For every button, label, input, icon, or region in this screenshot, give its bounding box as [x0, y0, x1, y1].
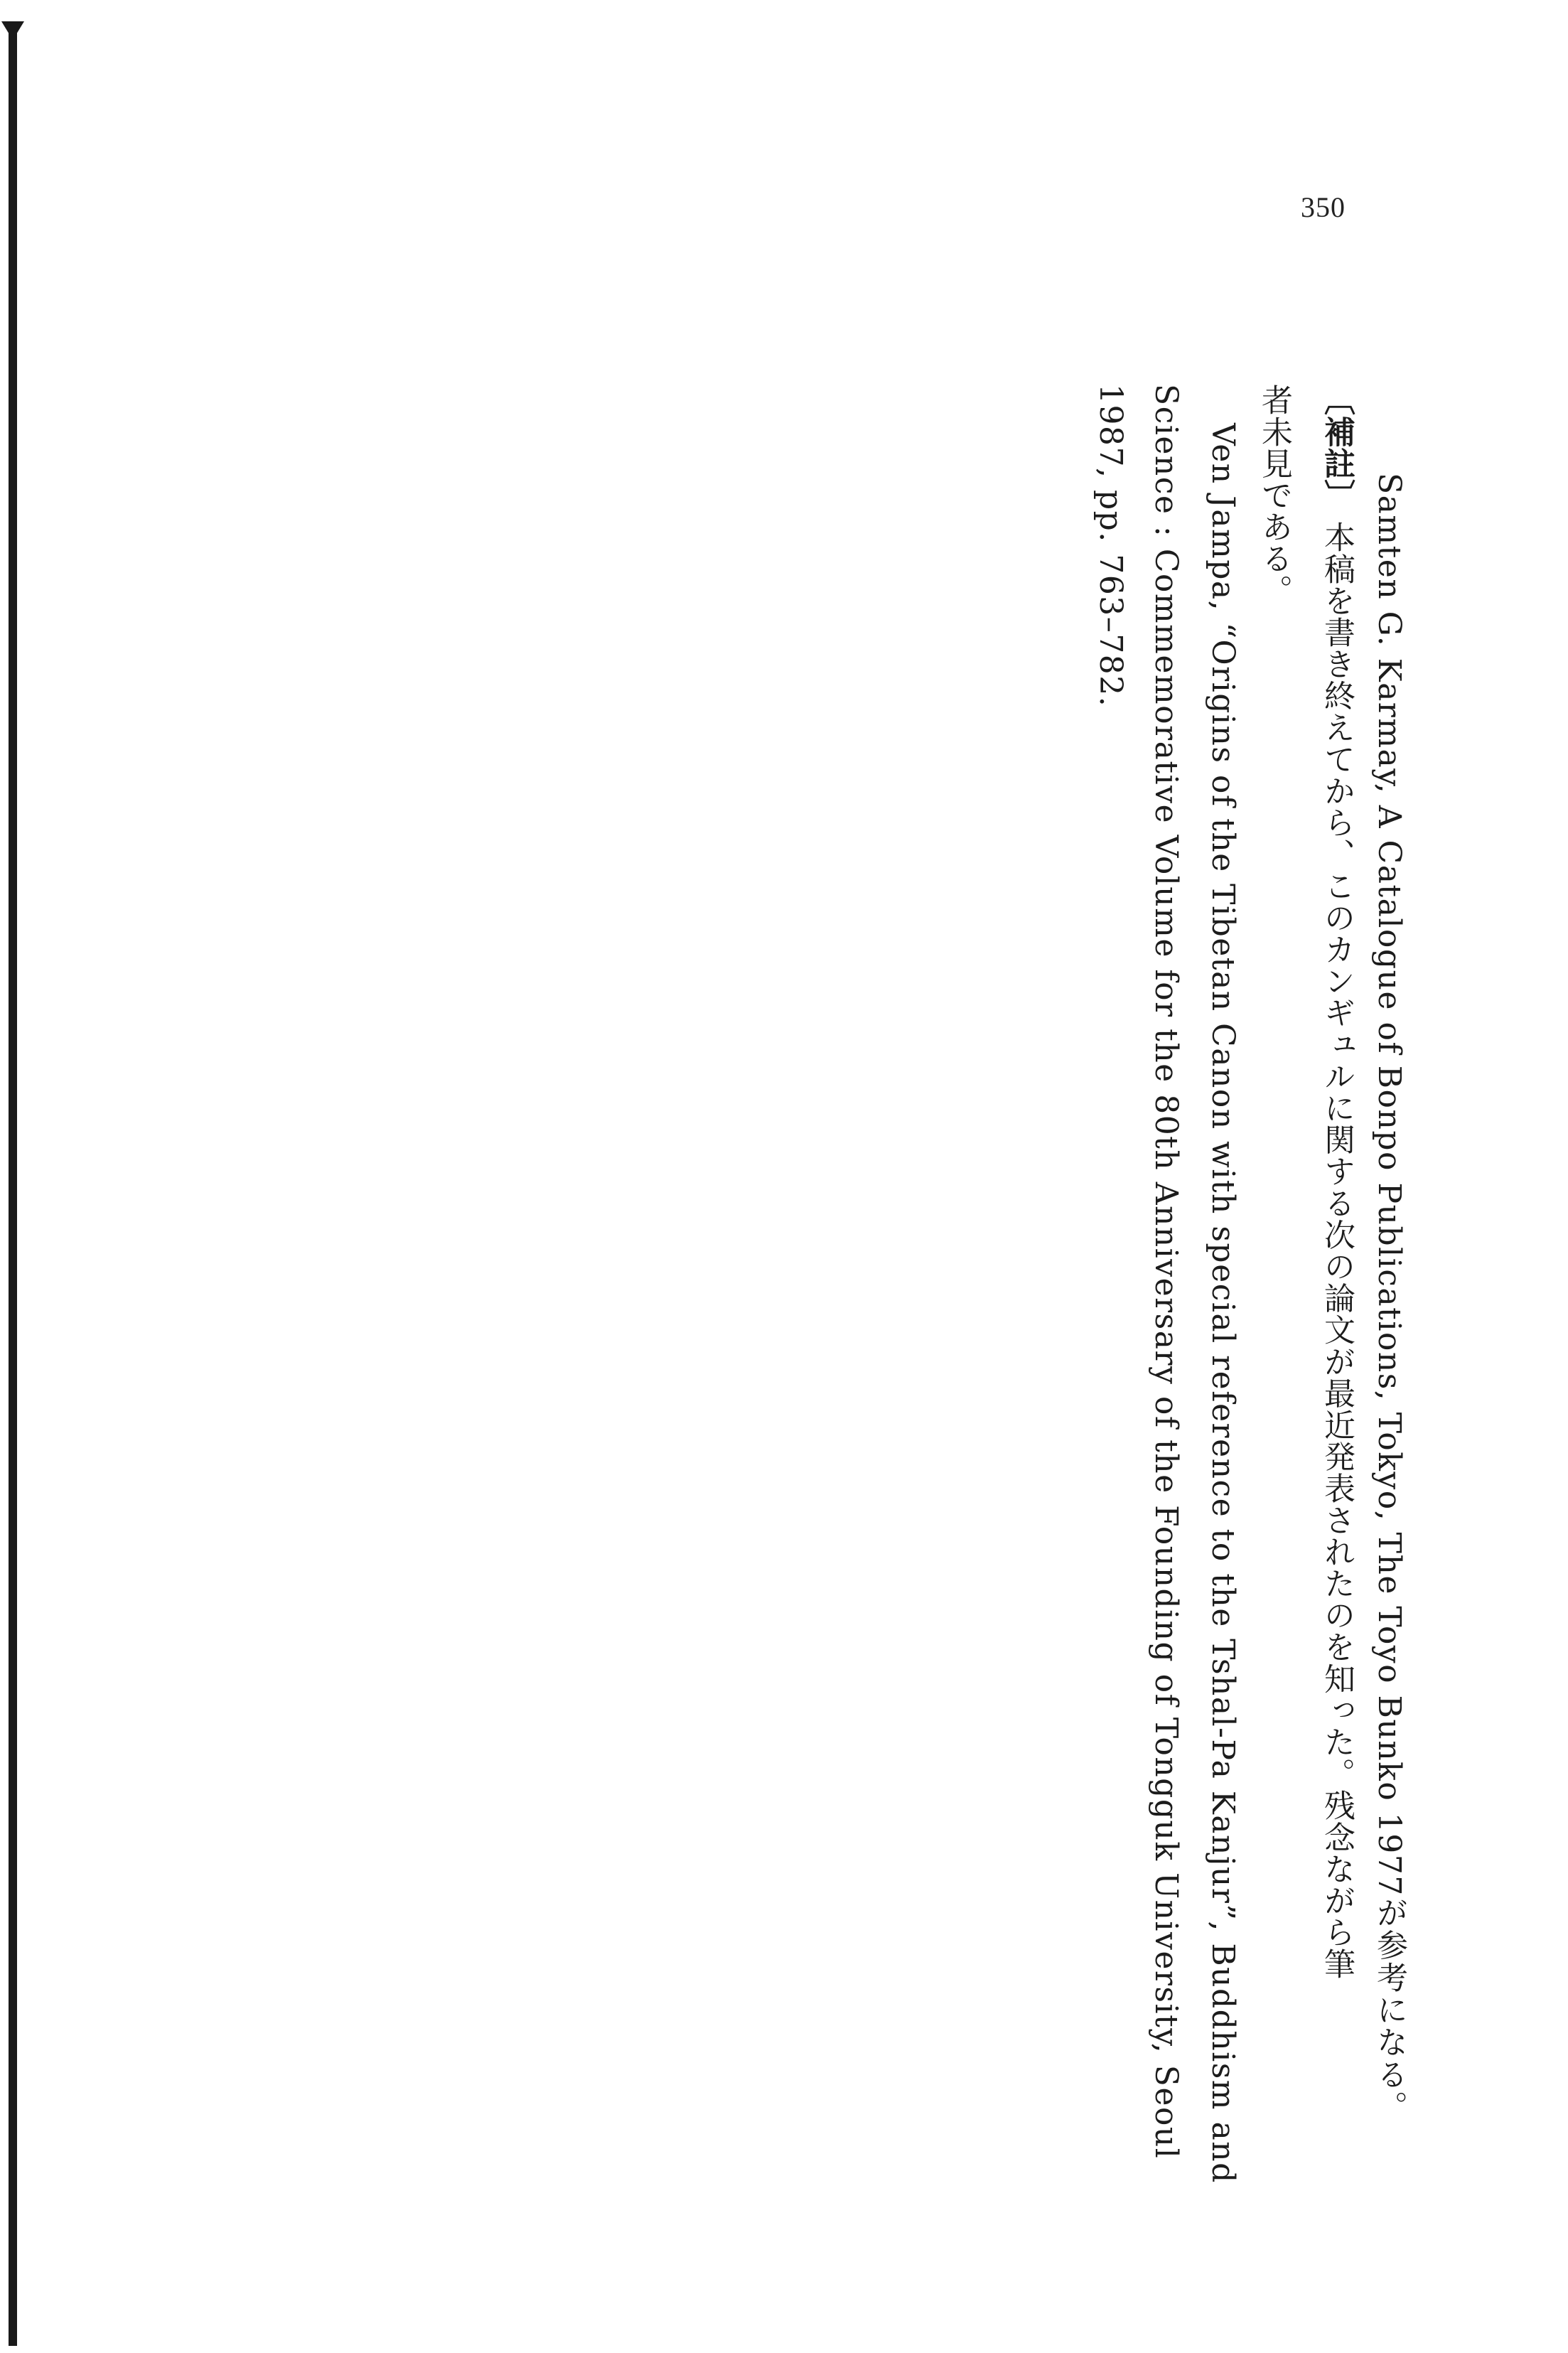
reference-jampa-line-2: Science : Commemorative Volume for the 80th Anniversary of the Founding of Tongguk University, Seoul [1148, 384, 1184, 2160]
supplementary-note-text: 本稿を書き終えてから、このカンギュルに関する次の論文が最近発表されたのを知った。残念ながら筆 [1319, 510, 1355, 1980]
page-number: 350 [1301, 191, 1346, 223]
page-binding-cap [1, 21, 24, 36]
page-binding-edge [9, 27, 17, 2346]
reference-jampa-line-3: 1987, pp. 763–782. [1092, 384, 1129, 708]
reference-jampa-line-1: Ven Jampa, “Origins of the Tibetan Canon with special reference to the Tshal-Pa Kanjur”, Buddhism and [1205, 423, 1241, 2184]
supplementary-note-line-1 [1319, 384, 1355, 1980]
reference-karmay-line: Samten G. Karmay, A Catalogue of Bonpo Publications, Tokyo, The Toyo Bunko 1977が参考になる。 [1371, 473, 1407, 2123]
supplementary-note-label: 〔補註〕 [1319, 384, 1355, 511]
supplementary-note-line-2: 者未見である。 [1256, 384, 1292, 606]
